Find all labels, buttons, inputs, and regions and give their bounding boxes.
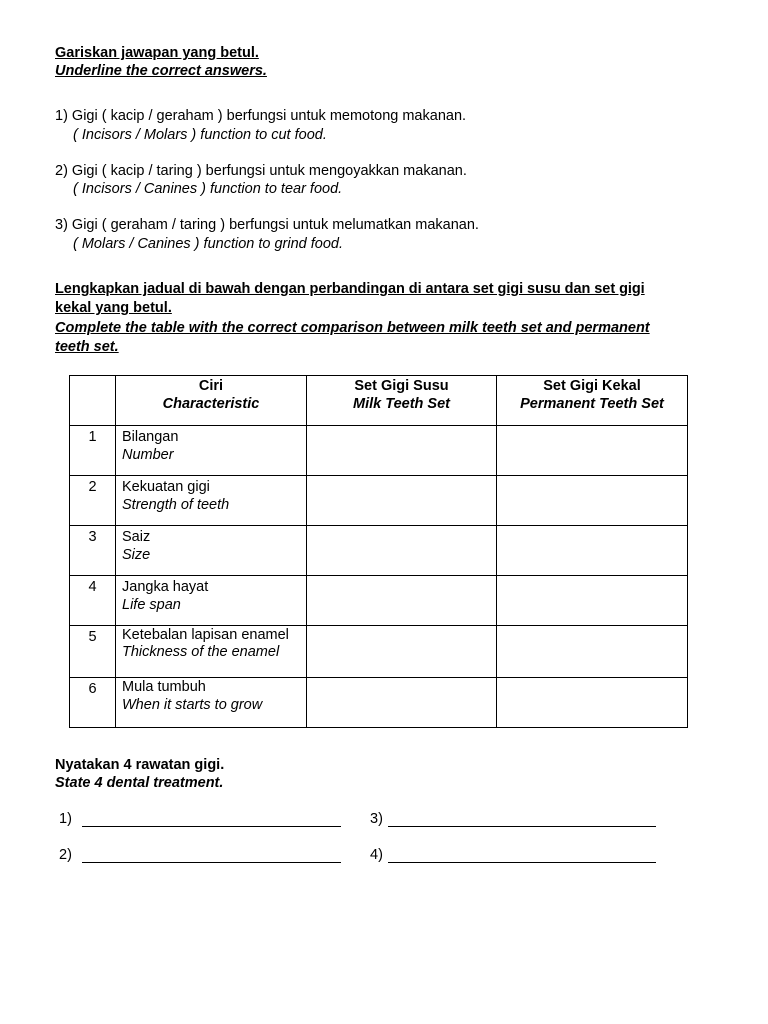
milk-teeth-answer-cell[interactable] — [307, 626, 497, 678]
row-number: 4 — [70, 576, 116, 626]
section3-title-ms: Nyatakan 4 rawatan gigi. — [55, 757, 225, 773]
table-row — [70, 626, 688, 678]
permanent-teeth-answer-cell[interactable] — [497, 476, 688, 526]
answer-label-1: 1) — [59, 811, 72, 827]
table-header-row — [70, 376, 688, 426]
header-characteristic: Ciri Characteristic — [116, 376, 307, 426]
answer-label-2: 2) — [59, 847, 72, 863]
row-number: 2 — [70, 476, 116, 526]
answer-label-3: 3) — [370, 811, 383, 827]
section2-title-en-1: Complete the table with the correct comparison between milk teeth set and permanent — [55, 320, 650, 336]
table-row — [70, 678, 688, 728]
question-3-ms: 3) Gigi ( geraham / taring ) berfungsi untuk melumatkan makanan. — [55, 217, 479, 233]
milk-teeth-answer-cell[interactable] — [307, 678, 497, 728]
section2-title-en-2: teeth set. — [55, 339, 119, 355]
section1-title-en: Underline the correct answers. — [55, 63, 267, 79]
question-1-en: ( Incisors / Molars ) function to cut food. — [73, 127, 327, 143]
answer-line-3[interactable] — [388, 812, 656, 827]
permanent-teeth-answer-cell[interactable] — [497, 526, 688, 576]
section3-title-en: State 4 dental treatment. — [55, 775, 224, 791]
section2-title-ms-1: Lengkapkan jadual di bawah dengan perbandingan di antara set gigi susu dan set gigi — [55, 281, 645, 297]
section1-title-ms: Gariskan jawapan yang betul. — [55, 45, 259, 61]
row-characteristic: Mula tumbuh When it starts to grow — [116, 678, 307, 728]
row-number: 3 — [70, 526, 116, 576]
comparison-table — [69, 375, 688, 728]
question-3-en: ( Molars / Canines ) function to grind food. — [73, 236, 343, 252]
answer-label-4: 4) — [370, 847, 383, 863]
milk-teeth-answer-cell[interactable] — [307, 526, 497, 576]
row-number: 5 — [70, 626, 116, 678]
permanent-teeth-answer-cell[interactable] — [497, 576, 688, 626]
row-number: 1 — [70, 426, 116, 476]
row-characteristic: Kekuatan gigi Strength of teeth — [116, 476, 307, 526]
row-characteristic: Jangka hayat Life span — [116, 576, 307, 626]
permanent-teeth-answer-cell[interactable] — [497, 426, 688, 476]
row-characteristic: Bilangan Number — [116, 426, 307, 476]
answer-line-4[interactable] — [388, 848, 656, 863]
header-milk-teeth: Set Gigi Susu Milk Teeth Set — [307, 376, 497, 426]
question-2-ms: 2) Gigi ( kacip / taring ) berfungsi untuk mengoyakkan makanan. — [55, 163, 467, 179]
row-characteristic: Ketebalan lapisan enamel Thickness of the enamel — [116, 626, 307, 678]
milk-teeth-answer-cell[interactable] — [307, 476, 497, 526]
section2-title-ms-2: kekal yang betul. — [55, 300, 172, 316]
milk-teeth-answer-cell[interactable] — [307, 426, 497, 476]
row-number: 6 — [70, 678, 116, 728]
table-row — [70, 526, 688, 576]
question-1-ms: 1) Gigi ( kacip / geraham ) berfungsi untuk memotong makanan. — [55, 108, 467, 124]
row-characteristic: Saiz Size — [116, 526, 307, 576]
question-2-en: ( Incisors / Canines ) function to tear food. — [73, 181, 343, 197]
table-row — [70, 576, 688, 626]
permanent-teeth-answer-cell[interactable] — [497, 678, 688, 728]
header-permanent-teeth: Set Gigi Kekal Permanent Teeth Set — [497, 376, 688, 426]
table-row — [70, 426, 688, 476]
header-number — [70, 376, 116, 426]
permanent-teeth-answer-cell[interactable] — [497, 626, 688, 678]
answer-line-2[interactable] — [82, 848, 341, 863]
answer-line-1[interactable] — [82, 812, 341, 827]
table-row — [70, 476, 688, 526]
milk-teeth-answer-cell[interactable] — [307, 576, 497, 626]
